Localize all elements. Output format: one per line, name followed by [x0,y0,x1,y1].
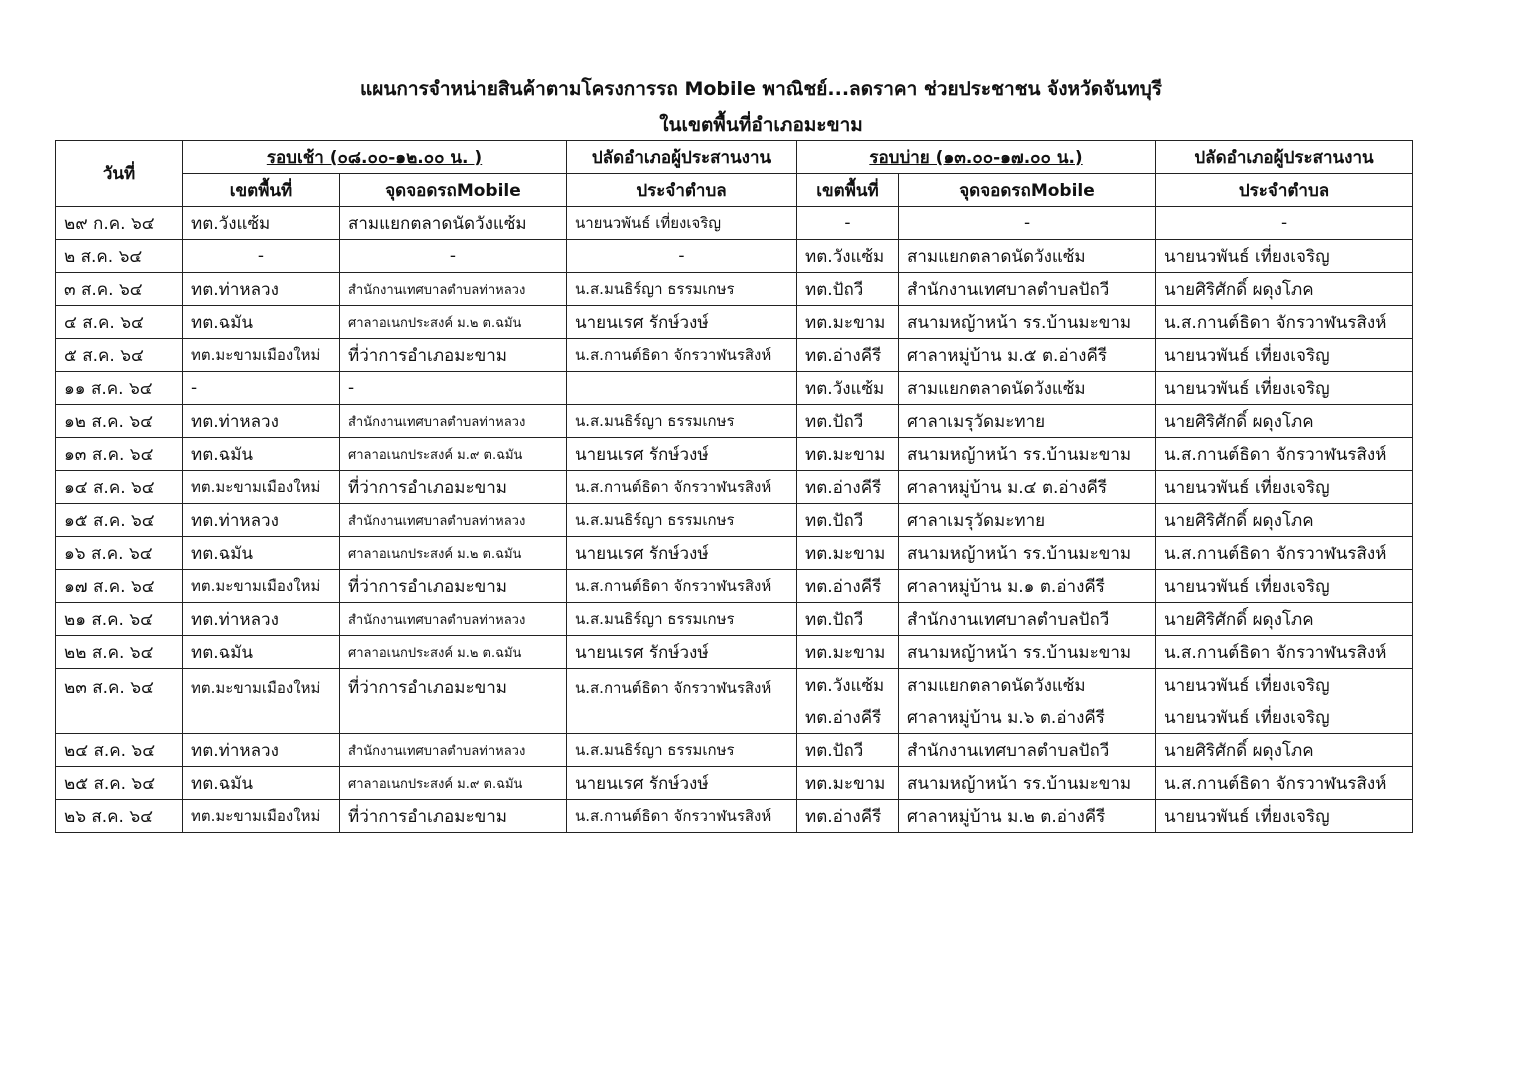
cell-afternoon-point: สำนักงานเทศบาลตำบลปัถวี [899,273,1156,306]
table-row [56,207,1413,240]
table-row [56,800,1413,833]
cell-date: ๒ ส.ค. ๖๔ [56,240,183,273]
table-row [56,471,1413,504]
cell-morning-area: ทต.ฉมัน [183,767,340,800]
cell-date: ๓ ส.ค. ๖๔ [56,273,183,306]
cell-morning-area: ทต.ท่าหลวง [183,603,340,636]
cell-date: ๒๒ ส.ค. ๖๔ [56,636,183,669]
cell-afternoon-area: ทต.มะขาม [797,636,899,669]
cell-afternoon-point: สามแยกตลาดนัดวังแซ้ม [899,240,1156,273]
cell-afternoon-area: ทต.วังแซ้ม [797,372,899,405]
cell-afternoon-area: ทต.ปัถวี [797,504,899,537]
cell-morning-area: ทต.มะขามเมืองใหม่ [183,339,340,372]
header-date: วันที่ [56,141,183,207]
table-row [56,734,1413,767]
cell-afternoon-officer: นายนวพันธ์ เที่ยงเจริญ [1156,339,1413,372]
cell-afternoon-area: ทต.มะขาม [797,438,899,471]
cell-afternoon-area: ทต.อ่างคีรี [797,471,899,504]
cell-afternoon-point: สำนักงานเทศบาลตำบลปัถวี [899,603,1156,636]
cell-morning-officer: น.ส.มนธิร์ญา ธรรมเกษร [567,405,797,438]
cell-afternoon-point: สามแยกตลาดนัดวังแซ้ม [899,669,1156,702]
header-officer-2-line-2: ประจำตำบล [1156,174,1413,207]
cell-afternoon-area: ทต.อ่างคีรี [797,339,899,372]
cell-afternoon-area: ทต.อ่างคีรี [797,701,899,734]
cell-afternoon-officer: นายศิริศักดิ์ ผดุงโภค [1156,603,1413,636]
cell-morning-area: ทต.มะขามเมืองใหม่ [183,471,340,504]
table-row [56,438,1413,471]
table-row [56,570,1413,603]
cell-afternoon-area: ทต.วังแซ้ม [797,240,899,273]
cell-morning-area: ทต.ฉมัน [183,636,340,669]
cell-morning-point: ที่ว่าการอำเภอมะขาม [340,471,567,504]
cell-morning-point: ที่ว่าการอำเภอมะขาม [340,669,567,734]
header-morning-area: เขตพื้นที่ [183,174,340,207]
cell-morning-point: สามแยกตลาดนัดวังแซ้ม [340,207,567,240]
cell-morning-point: สำนักงานเทศบาลตำบลท่าหลวง [340,273,567,306]
cell-morning-area: ทต.มะขามเมืองใหม่ [183,800,340,833]
cell-morning-area: - [183,372,340,405]
table-row [56,603,1413,636]
cell-morning-area: ทต.มะขามเมืองใหม่ [183,669,340,734]
table-row [56,240,1413,273]
table-row [56,405,1413,438]
cell-afternoon-point: สามแยกตลาดนัดวังแซ้ม [899,372,1156,405]
cell-afternoon-officer: นายนวพันธ์ เที่ยงเจริญ [1156,669,1413,702]
table-row [56,306,1413,339]
cell-morning-area: ทต.วังแซ้ม [183,207,340,240]
cell-date: ๒๕ ส.ค. ๖๔ [56,767,183,800]
cell-morning-point: ที่ว่าการอำเภอมะขาม [340,339,567,372]
cell-afternoon-point: สำนักงานเทศบาลตำบลปัถวี [899,734,1156,767]
cell-morning-officer: น.ส.มนธิร์ญา ธรรมเกษร [567,734,797,767]
cell-afternoon-officer: นายนวพันธ์ เที่ยงเจริญ [1156,471,1413,504]
cell-afternoon-area: ทต.ปัถวี [797,734,899,767]
cell-morning-point: ศาลาอเนกประสงค์ ม.๒ ต.ฉมัน [340,636,567,669]
cell-afternoon-point: ศาลาเมรุวัดมะทาย [899,504,1156,537]
cell-date: ๑๒ ส.ค. ๖๔ [56,405,183,438]
cell-morning-officer: น.ส.มนธิร์ญา ธรรมเกษร [567,504,797,537]
cell-afternoon-area: ทต.อ่างคีรี [797,570,899,603]
cell-afternoon-officer: นายนวพันธ์ เที่ยงเจริญ [1156,701,1413,734]
header-officer-2-line-1: ปลัดอำเภอผู้ประสานงาน [1156,141,1413,174]
table-row [56,537,1413,570]
cell-morning-area: ทต.ฉมัน [183,306,340,339]
cell-morning-officer: นายนวพันธ์ เที่ยงเจริญ [567,207,797,240]
cell-morning-officer: น.ส.กานต์ธิดา จักรวาฬนรสิงห์ [567,339,797,372]
cell-date: ๕ ส.ค. ๖๔ [56,339,183,372]
cell-afternoon-point: สนามหญ้าหน้า รร.บ้านมะขาม [899,438,1156,471]
cell-date: ๑๔ ส.ค. ๖๔ [56,471,183,504]
cell-morning-area: ทต.ท่าหลวง [183,504,340,537]
schedule-table [55,140,1413,833]
cell-afternoon-officer: น.ส.กานต์ธิดา จักรวาฬนรสิงห์ [1156,767,1413,800]
cell-afternoon-point: ศาลาหมู่บ้าน ม.๒ ต.อ่างคีรี [899,800,1156,833]
cell-date: ๒๔ ส.ค. ๖๔ [56,734,183,767]
cell-afternoon-officer: นายนวพันธ์ เที่ยงเจริญ [1156,800,1413,833]
cell-morning-officer: นายนเรศ รักษ์วงษ์ [567,767,797,800]
cell-afternoon-officer: นายนวพันธ์ เที่ยงเจริญ [1156,570,1413,603]
cell-morning-area: ทต.ท่าหลวง [183,405,340,438]
cell-morning-officer: น.ส.มนธิร์ญา ธรรมเกษร [567,273,797,306]
cell-morning-point: ศาลาอเนกประสงค์ ม.๙ ต.ฉมัน [340,767,567,800]
cell-afternoon-point: ศาลาเมรุวัดมะทาย [899,405,1156,438]
cell-morning-officer: น.ส.กานต์ธิดา จักรวาฬนรสิงห์ [567,669,797,734]
cell-afternoon-point: สนามหญ้าหน้า รร.บ้านมะขาม [899,537,1156,570]
cell-morning-area: ทต.มะขามเมืองใหม่ [183,570,340,603]
cell-morning-officer: - [567,240,797,273]
cell-morning-point: สำนักงานเทศบาลตำบลท่าหลวง [340,603,567,636]
cell-morning-officer: นายนเรศ รักษ์วงษ์ [567,438,797,471]
cell-date: ๒๙ ก.ค. ๖๔ [56,207,183,240]
cell-afternoon-officer: น.ส.กานต์ธิดา จักรวาฬนรสิงห์ [1156,306,1413,339]
cell-afternoon-officer: นายศิริศักดิ์ ผดุงโภค [1156,273,1413,306]
cell-morning-point: สำนักงานเทศบาลตำบลท่าหลวง [340,405,567,438]
schedule-body [56,207,1413,669]
cell-afternoon-area: ทต.วังแซ้ม [797,669,899,702]
cell-afternoon-point: - [899,207,1156,240]
cell-afternoon-point: สนามหญ้าหน้า รร.บ้านมะขาม [899,767,1156,800]
cell-afternoon-point: สนามหญ้าหน้า รร.บ้านมะขาม [899,636,1156,669]
cell-date: ๑๗ ส.ค. ๖๔ [56,570,183,603]
cell-date: ๒๑ ส.ค. ๖๔ [56,603,183,636]
cell-morning-point: - [340,240,567,273]
cell-afternoon-area: ทต.อ่างคีรี [797,800,899,833]
cell-morning-point: ที่ว่าการอำเภอมะขาม [340,800,567,833]
cell-date: ๑๓ ส.ค. ๖๔ [56,438,183,471]
cell-morning-point: ศาลาอเนกประสงค์ ม.๒ ต.ฉมัน [340,537,567,570]
cell-morning-area: ทต.ฉมัน [183,438,340,471]
cell-afternoon-area: ทต.มะขาม [797,767,899,800]
cell-afternoon-officer: น.ส.กานต์ธิดา จักรวาฬนรสิงห์ [1156,438,1413,471]
header-morning-point: จุดจอดรถMobile [340,174,567,207]
cell-afternoon-point: สนามหญ้าหน้า รร.บ้านมะขาม [899,306,1156,339]
cell-morning-officer: น.ส.กานต์ธิดา จักรวาฬนรสิงห์ [567,570,797,603]
cell-date: ๑๕ ส.ค. ๖๔ [56,504,183,537]
cell-date: ๒๖ ส.ค. ๖๔ [56,800,183,833]
header-officer-1-line-1: ปลัดอำเภอผู้ประสานงาน [567,141,797,174]
table-row [56,767,1413,800]
cell-afternoon-officer: น.ส.กานต์ธิดา จักรวาฬนรสิงห์ [1156,636,1413,669]
table-row [56,372,1413,405]
cell-morning-officer: นายนเรศ รักษ์วงษ์ [567,636,797,669]
cell-morning-area: ทต.ฉมัน [183,537,340,570]
cell-afternoon-area: - [797,207,899,240]
cell-afternoon-area: ทต.มะขาม [797,306,899,339]
cell-morning-point: สำนักงานเทศบาลตำบลท่าหลวง [340,734,567,767]
header-officer-1-line-2: ประจำตำบล [567,174,797,207]
cell-morning-officer: นายนเรศ รักษ์วงษ์ [567,306,797,339]
header-morning: รอบเช้า (๐๘.๐๐-๑๒.๐๐ น. ) [183,141,567,174]
cell-date: ๑๖ ส.ค. ๖๔ [56,537,183,570]
header-afternoon-point: จุดจอดรถMobile [899,174,1156,207]
cell-afternoon-area: ทต.ปัถวี [797,603,899,636]
header-row-1 [56,141,1413,174]
cell-morning-area: ทต.ท่าหลวง [183,734,340,767]
cell-morning-officer: นายนเรศ รักษ์วงษ์ [567,537,797,570]
cell-morning-point: สำนักงานเทศบาลตำบลท่าหลวง [340,504,567,537]
cell-date: ๑๑ ส.ค. ๖๔ [56,372,183,405]
table-row [56,636,1413,669]
cell-date: ๔ ส.ค. ๖๔ [56,306,183,339]
schedule-body-tail [56,734,1413,833]
cell-morning-officer [567,372,797,405]
cell-afternoon-officer: - [1156,207,1413,240]
cell-date: ๒๓ ส.ค. ๖๔ [56,669,183,734]
header-afternoon: รอบบ่าย (๑๓.๐๐-๑๗.๐๐ น.) [797,141,1156,174]
cell-morning-point: ศาลาอเนกประสงค์ ม.๙ ต.ฉมัน [340,438,567,471]
cell-morning-point: ศาลาอเนกประสงค์ ม.๒ ต.ฉมัน [340,306,567,339]
header-afternoon-area: เขตพื้นที่ [797,174,899,207]
cell-morning-area: - [183,240,340,273]
cell-afternoon-area: ทต.มะขาม [797,537,899,570]
cell-morning-officer: น.ส.กานต์ธิดา จักรวาฬนรสิงห์ [567,471,797,504]
cell-afternoon-officer: นายศิริศักดิ์ ผดุงโภค [1156,504,1413,537]
cell-morning-point: ที่ว่าการอำเภอมะขาม [340,570,567,603]
table-row [56,669,1413,702]
header-row-2 [56,174,1413,207]
table-row [56,504,1413,537]
table-row [56,339,1413,372]
schedule-body-row-23 [56,669,1413,734]
table-row [56,273,1413,306]
cell-afternoon-officer: นายศิริศักดิ์ ผดุงโภค [1156,734,1413,767]
cell-afternoon-point: ศาลาหมู่บ้าน ม.๕ ต.อ่างคีรี [899,339,1156,372]
cell-morning-officer: น.ส.มนธิร์ญา ธรรมเกษร [567,603,797,636]
cell-afternoon-officer: น.ส.กานต์ธิดา จักรวาฬนรสิงห์ [1156,537,1413,570]
cell-afternoon-point: ศาลาหมู่บ้าน ม.๖ ต.อ่างคีรี [899,701,1156,734]
cell-afternoon-officer: นายนวพันธ์ เที่ยงเจริญ [1156,372,1413,405]
document-title: แผนการจำหน่ายสินค้าตามโครงการรถ Mobile พาณิชย์...ลดราคา ช่วยประชาชน จังหวัดจันทบุรี [360,78,1162,100]
cell-morning-officer: น.ส.กานต์ธิดา จักรวาฬนรสิงห์ [567,800,797,833]
document-subtitle: ในเขตพื้นที่อำเภอมะขาม [659,114,863,136]
cell-morning-point: - [340,372,567,405]
cell-afternoon-officer: นายศิริศักดิ์ ผดุงโภค [1156,405,1413,438]
cell-afternoon-officer: นายนวพันธ์ เที่ยงเจริญ [1156,240,1413,273]
cell-afternoon-area: ทต.ปัถวี [797,273,899,306]
cell-afternoon-point: ศาลาหมู่บ้าน ม.๔ ต.อ่างคีรี [899,471,1156,504]
cell-morning-area: ทต.ท่าหลวง [183,273,340,306]
cell-afternoon-point: ศาลาหมู่บ้าน ม.๑ ต.อ่างคีรี [899,570,1156,603]
cell-afternoon-area: ทต.ปัถวี [797,405,899,438]
